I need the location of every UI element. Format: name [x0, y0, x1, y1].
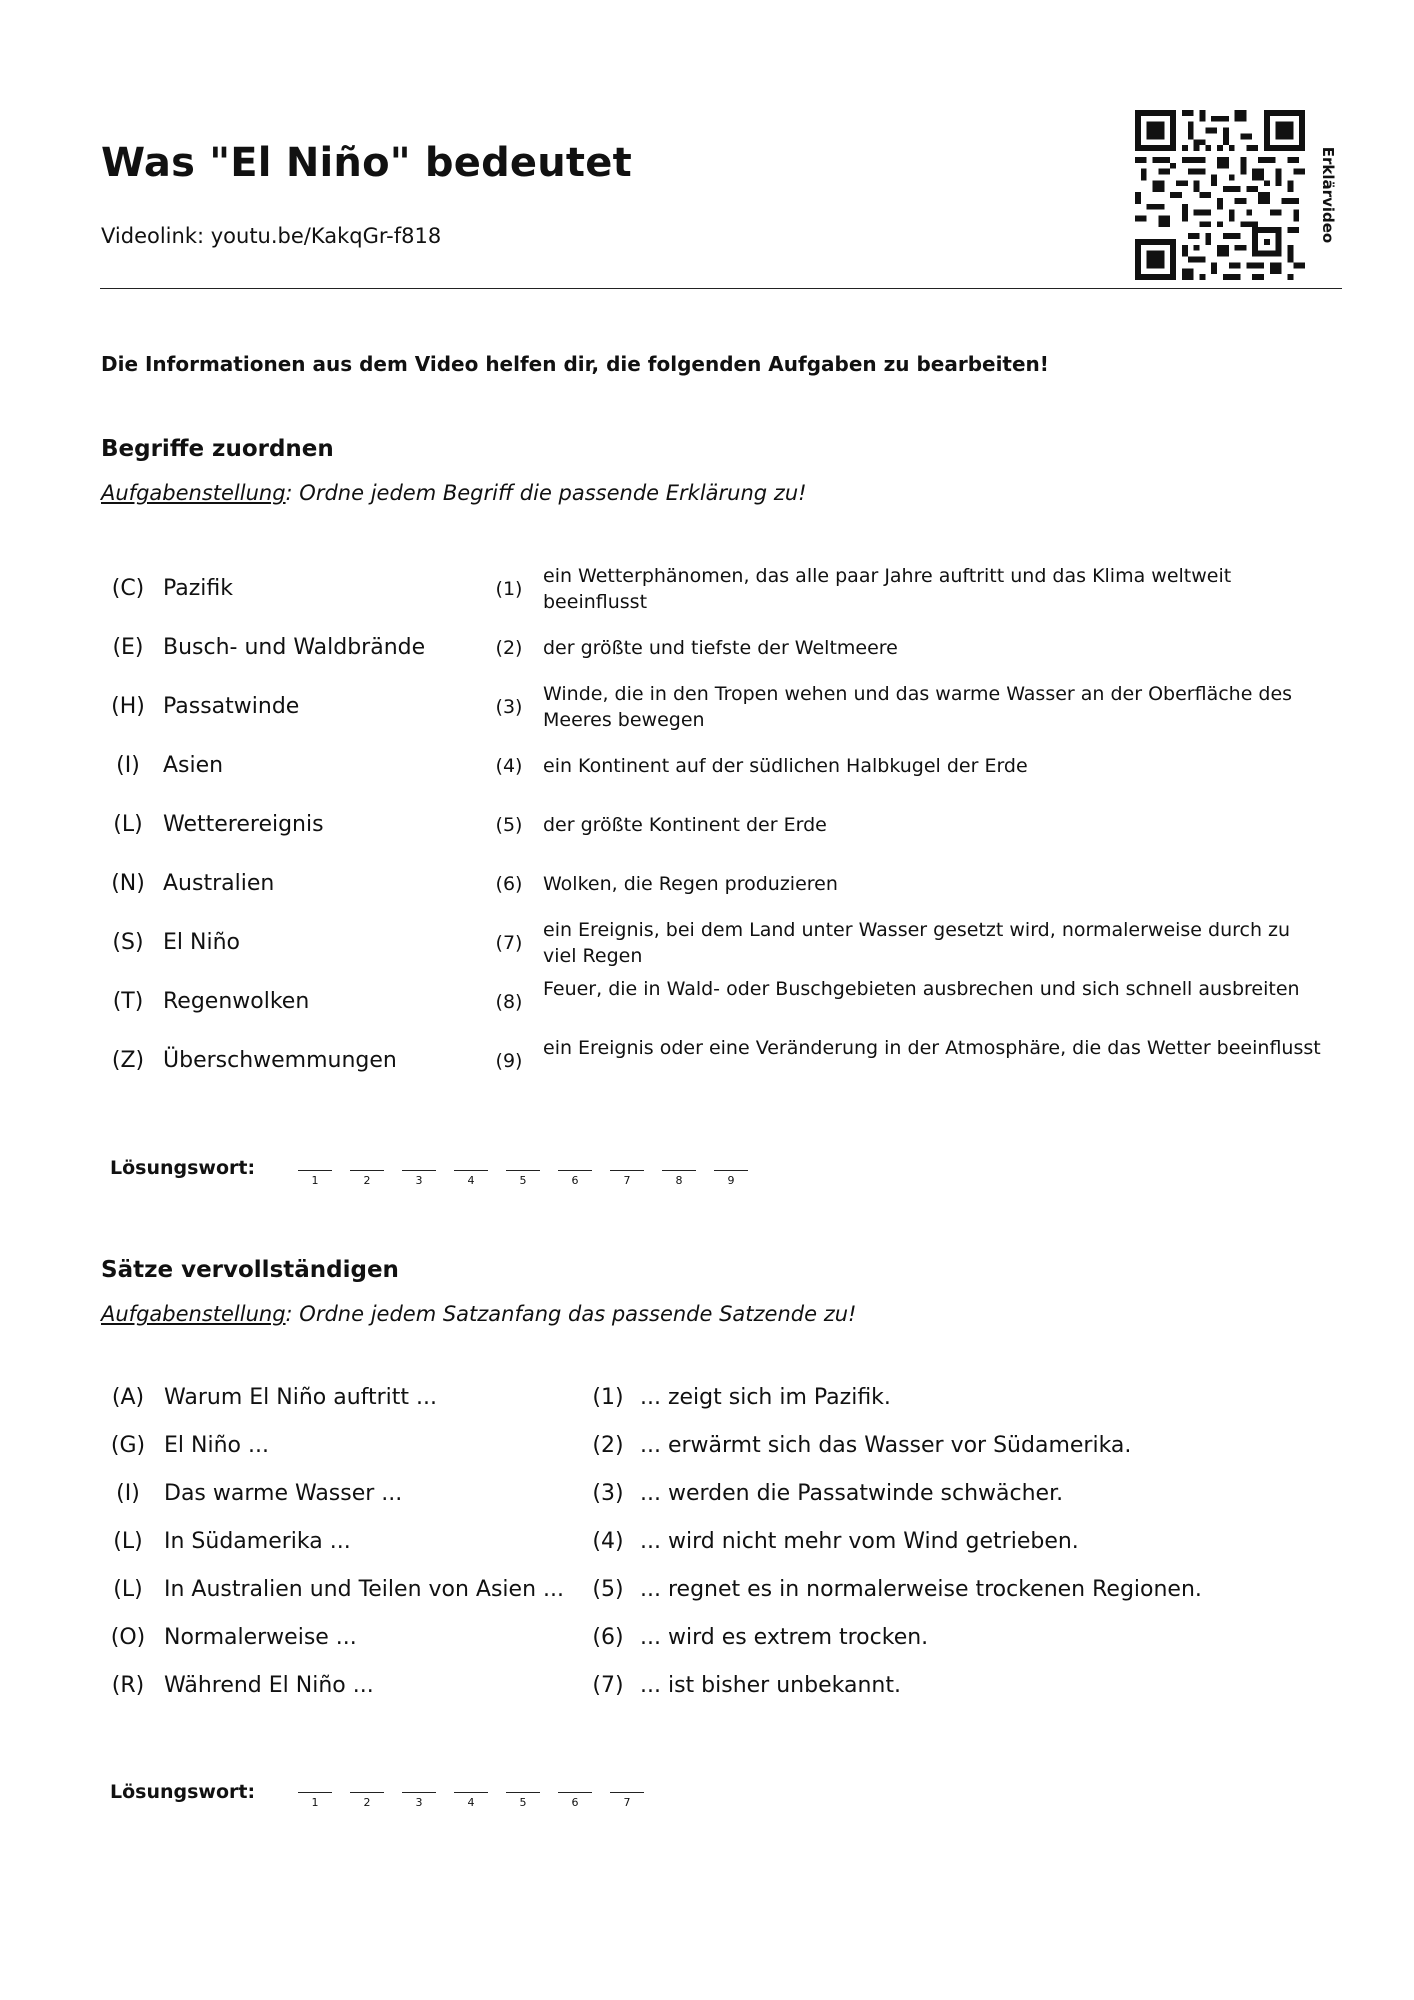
- term-label: Pazifik: [163, 576, 234, 601]
- sentence-ending: ... erwärmt sich das Wasser vor Südamerika.: [640, 1433, 1132, 1458]
- solution-blank[interactable]: [454, 1792, 488, 1793]
- solution-blank[interactable]: [610, 1792, 644, 1793]
- solution-blank-number: 6: [571, 1174, 579, 1187]
- sentence-start-letter: (R): [111, 1673, 145, 1698]
- term-letter: (H): [111, 694, 145, 719]
- term-letter: (Z): [111, 1048, 145, 1073]
- term-letter: (N): [111, 871, 145, 896]
- video-link[interactable]: Videolink: youtu.be/KakqGr-f818: [101, 224, 442, 248]
- solution-blank-number: 4: [467, 1174, 475, 1187]
- sentence-ending: ... ist bisher unbekannt.: [640, 1673, 901, 1698]
- definition-number: (5): [495, 814, 523, 836]
- solution-blank[interactable]: [558, 1792, 592, 1793]
- term-letter: (E): [112, 635, 144, 660]
- solution-blank[interactable]: [506, 1792, 540, 1793]
- term-letter: (S): [112, 930, 144, 955]
- intro-text: Die Informationen aus dem Video helfen dir, die folgenden Aufgaben zu bearbeiten!: [101, 352, 1049, 376]
- solution-blank[interactable]: [558, 1170, 592, 1171]
- solution-blank[interactable]: [298, 1170, 332, 1171]
- solution-blank-number: 2: [363, 1796, 371, 1809]
- definition-text: Wolken, die Regen produzieren: [543, 873, 838, 895]
- definition-number: (3): [495, 696, 523, 718]
- term-letter: (L): [113, 812, 143, 837]
- sentence-start-letter: (L): [113, 1529, 143, 1554]
- sentence-ending-number: (5): [592, 1577, 624, 1602]
- term-label: Wetterereignis: [163, 812, 324, 837]
- sentence-ending-number: (3): [592, 1481, 624, 1506]
- solution-blank[interactable]: [506, 1170, 540, 1171]
- task-label: Aufgabenstellung: [101, 1302, 286, 1326]
- header-divider: [100, 288, 1342, 289]
- term-label: Passatwinde: [163, 694, 300, 719]
- definition-text: ein Kontinent auf der südlichen Halbkugel der Erde: [543, 755, 1028, 777]
- sentence-start-letter: (O): [110, 1625, 146, 1650]
- definition-number: (4): [495, 755, 523, 777]
- definition-number: (6): [495, 873, 523, 895]
- sentence-start: Normalerweise ...: [164, 1625, 357, 1650]
- sentence-ending-number: (7): [592, 1673, 624, 1698]
- solution-blank[interactable]: [350, 1170, 384, 1171]
- sentence-start: Warum El Niño auftritt ...: [164, 1385, 438, 1410]
- term-label: Asien: [163, 753, 224, 778]
- task-text: : Ordne jedem Satzanfang das passende Satzende zu!: [285, 1302, 857, 1326]
- section1-title: Begriffe zuordnen: [101, 436, 334, 462]
- term-label: El Niño: [163, 930, 240, 955]
- solution-blank[interactable]: [298, 1792, 332, 1793]
- sentence-start-letter: (A): [111, 1385, 145, 1410]
- sentence-start: Das warme Wasser ...: [164, 1481, 403, 1506]
- section2-task: [101, 1302, 856, 1326]
- definition-text: ein Wetterphänomen, das alle paar Jahre auftritt und das Klima weltweit beeinflusst: [543, 565, 1232, 613]
- qr-code-icon[interactable]: [1135, 110, 1305, 280]
- solution-blank-number: 2: [363, 1174, 371, 1187]
- sentence-ending-number: (4): [592, 1529, 624, 1554]
- sentence-start-letter: (L): [113, 1577, 143, 1602]
- definition-number: (9): [495, 1050, 523, 1072]
- solution-blank[interactable]: [350, 1792, 384, 1793]
- solution-blank-number: 9: [727, 1174, 735, 1187]
- qr-label-text: Erklärvideo: [1319, 146, 1337, 244]
- solution-blank[interactable]: [402, 1792, 436, 1793]
- term-label: Busch- und Waldbrände: [163, 635, 426, 660]
- solution-blank-number: 1: [311, 1174, 319, 1187]
- solution-blank-number: 1: [311, 1796, 319, 1809]
- definition-text: ein Ereignis, bei dem Land unter Wasser gesetzt wird, normalerweise durch zu viel Regen: [543, 919, 1291, 967]
- sentence-ending: ... wird nicht mehr vom Wind getrieben.: [640, 1529, 1079, 1554]
- term-label: Regenwolken: [163, 989, 310, 1014]
- definition-number: (2): [495, 637, 523, 659]
- definition-text: der größte Kontinent der Erde: [543, 814, 827, 836]
- solution-blank-number: 4: [467, 1796, 475, 1809]
- solution-blank[interactable]: [402, 1170, 436, 1171]
- sentence-ending-number: (2): [592, 1433, 624, 1458]
- term-letter: (T): [112, 989, 144, 1014]
- sentence-ending-number: (1): [592, 1385, 624, 1410]
- task-label: Aufgabenstellung: [101, 481, 286, 505]
- solution-blank[interactable]: [714, 1170, 748, 1171]
- definition-number: (8): [495, 991, 523, 1013]
- section2-title: Sätze vervollständigen: [101, 1257, 399, 1283]
- solution2-label: Lösungswort:: [110, 1781, 256, 1803]
- sentence-start: Während El Niño ...: [164, 1673, 374, 1698]
- sentence-ending: ... zeigt sich im Pazifik.: [640, 1385, 891, 1410]
- definition-text: Feuer, die in Wald- oder Buschgebieten ausbrechen und sich schnell ausbreiten: [543, 978, 1300, 1000]
- sentence-ending: ... wird es extrem trocken.: [640, 1625, 929, 1650]
- solution-blank[interactable]: [610, 1170, 644, 1171]
- sentence-start: In Südamerika ...: [164, 1529, 351, 1554]
- term-label: Australien: [163, 871, 275, 896]
- solution-blank-number: 3: [415, 1174, 423, 1187]
- solution-blank-number: 6: [571, 1796, 579, 1809]
- solution1-label: Lösungswort:: [110, 1157, 256, 1179]
- solution-blank-number: 5: [519, 1796, 527, 1809]
- sentence-ending: ... werden die Passatwinde schwächer.: [640, 1481, 1064, 1506]
- solution-blank-number: 7: [623, 1174, 631, 1187]
- solution-blank[interactable]: [662, 1170, 696, 1171]
- definition-text: der größte und tiefste der Weltmeere: [543, 637, 898, 659]
- solution-blank-number: 5: [519, 1174, 527, 1187]
- definition-text: Winde, die in den Tropen wehen und das warme Wasser an der Oberfläche des Meeres bewegen: [543, 683, 1293, 731]
- task-text: : Ordne jedem Begriff die passende Erklärung zu!: [285, 481, 807, 505]
- sentence-ending-number: (6): [592, 1625, 624, 1650]
- solution-blank-number: 3: [415, 1796, 423, 1809]
- sentence-start: In Australien und Teilen von Asien ...: [164, 1577, 564, 1602]
- solution-blank-number: 7: [623, 1796, 631, 1809]
- qr-label: [1298, 142, 1358, 248]
- term-letter: (I): [116, 753, 140, 778]
- sentence-start-letter: (G): [110, 1433, 146, 1458]
- definition-text: ein Ereignis oder eine Veränderung in der Atmosphäre, die das Wetter beeinflusst: [543, 1037, 1321, 1059]
- definition-number: (7): [495, 932, 523, 954]
- definition-number: (1): [495, 578, 523, 600]
- solution-blank[interactable]: [454, 1170, 488, 1171]
- sentence-ending: ... regnet es in normalerweise trockenen Regionen.: [640, 1577, 1202, 1602]
- section1-task: [101, 481, 807, 505]
- page-title: Was "El Niño" bedeutet: [101, 140, 632, 186]
- term-label: Überschwemmungen: [163, 1048, 397, 1073]
- sentence-start-letter: (I): [116, 1481, 140, 1506]
- sentence-start: El Niño ...: [164, 1433, 269, 1458]
- solution-blank-number: 8: [675, 1174, 683, 1187]
- term-letter: (C): [111, 576, 145, 601]
